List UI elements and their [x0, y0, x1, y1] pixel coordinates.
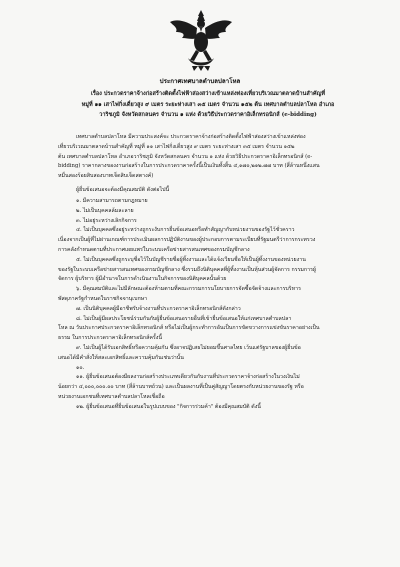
garuda-emblem-icon [168, 8, 234, 72]
intro-paragraph [58, 133, 358, 182]
list-item: ๕. ไม่เป็นบุคคลซึ่งถูกระบุชื่อไว้ในบัญชีรายชื่อผู้ทิ้งงานและได้แจ้งเวียนชื่อให้เป็นผู้ทิ้งงานของหน่วยงาน [76, 256, 306, 263]
organization-title: ประกาศเทศบาลตำบลปลาโหล [159, 78, 241, 85]
list-item-continuation: น้อยกว่า ๔,๐๐๐,๐๐๐.๐๐ บาท (สี่ล้านบาทถ้วน) และเป็นผลงานที่เป็นคู่สัญญาโดยตรงกับหน่วยงานของรัฐ หรือ [58, 384, 304, 391]
subject-line: เรื่อง ประกวดราคาจ้างก่อสร้างติดตั้งไฟฟ้าส่องสว่างเข้าแหล่งท่องเที่ยวบริเวณมาตลาดบ้านสำคัญที่ [90, 91, 326, 97]
list-item: ๒. ไม่เป็นบุคคลล้มละลาย [76, 207, 134, 214]
list-item: ๘. ไม่เป็นผู้มีผลประโยชน์ร่วมกันกับผู้ยื่นข้อเสนอรายอื่นที่เข้ายื่นข้อเสนอให้แก่เทศบาลตำบลปลา [76, 315, 292, 322]
list-item: ๑๑. ผู้ยื่นข้อเสนอต้องมีผลงานก่อสร้างประเภทเดียวกันกับงานที่ประกวดราคาจ้างก่อสร้างในวงเงินไม่ [76, 374, 300, 381]
paragraph-line: ต้น เทศบาลตำบลปลาโหล อำเภอวาริชภูมิ จังหวัดสกลนคร จำนวน ๑ แห่ง ด้วยวิธีประกวดราคาอิเล็กทรอนิกส์ (e- [58, 153, 313, 160]
qualifications-section [58, 186, 358, 196]
list-item: ๑๐. [76, 364, 85, 371]
qualifications-list [58, 197, 358, 413]
list-item: ๗. เป็นนิติบุคคลผู้มีอาชีพรับจ้างงานที่ประกวดราคาอิเล็กทรอนิกส์ดังกล่าว [76, 305, 241, 312]
list-item-continuation: ธรรม ในการประกวดราคาอิเล็กทรอนิกส์ครั้งนี้ [58, 335, 162, 342]
list-item: ๓. ไม่อยู่ระหว่างเลิกกิจการ [76, 217, 137, 224]
list-item-continuation: ของรัฐในระบบเครือข่ายสารสนเทศของกรมบัญชีกลาง ซึ่งรวมถึงนิติบุคคลที่ผู้ทิ้งงานเป็นหุ้นส่วนผู้จัดการ กรรมการผู้ [58, 266, 317, 273]
list-item-continuation: เสนอได้มีคำสั่งให้สละเอกสิทธิ์และความคุ้มกันเช่นว่านั้น [58, 354, 184, 361]
list-item: ๔. ไม่เป็นบุคคลซึ่งอยู่ระหว่างถูกระงับการยื่นข้อเสนอหรือทำสัญญากับหน่วยงานของรัฐไว้ชั่วคราว [76, 227, 295, 234]
list-item: ๙. ไม่เป็นผู้ได้รับเอกสิทธิ์หรือความคุ้มกัน ซึ่งอาจปฏิเสธไม่ยอมขึ้นศาลไทย เว้นแต่รัฐบาลของผู้ยื่นข้อ [76, 344, 301, 351]
list-item-continuation: จัดการ ผู้บริหาร ผู้มีอำนาจในการดำเนินงานในกิจการของนิติบุคคลนั้นด้วย [58, 276, 227, 283]
list-item-continuation: การคลังกำหนดตามที่ประกาศเผยแพร่ในระบบเครือข่ายสารสนเทศของกรมบัญชีกลาง [58, 246, 250, 253]
announcement-subject [58, 89, 358, 121]
subject-line: หมู่ที่ ๑๑ เสาไฟกิ่งเดี่ยวสูง ๙ เมตร ระยะห่างเสา ๓๕ เมตร จำนวน ๑๕๒ ต้น เทศบาลตำบลปลาโหล อำเภอ [81, 101, 335, 108]
list-item-continuation: เนื่องจากเป็นผู้ที่ไม่ผ่านเกณฑ์การประเมินผลการปฏิบัติงานของผู้ประกอบการตามระเบียบที่รัฐมนตรีว่าการกระทรวง [58, 237, 316, 244]
qualification-heading: ผู้ยื่นข้อเสนอจะต้องมีคุณสมบัติ ดังต่อไปนี้ [76, 187, 170, 193]
list-item-continuation: โหล ณ วันประกาศประกวดราคาอิเล็กทรอนิกส์ หรือไม่เป็นผู้กระทำการอันเป็นการขัดขวางการแข่งขันราคาอย่างเป็น [58, 325, 320, 332]
list-item-continuation: พัสดุภาครัฐกำหนดในราชกิจจานุเบกษา [58, 295, 148, 302]
paragraph-line: bidding) ราคากลางของงานก่อสร้างในการประกวดราคาครั้งนี้เป็นเงินทั้งสิ้น ๔,๑๗๐,๒๑๒.๗๗ บาท (สี่ล้านหนึ่งแสน [58, 163, 320, 170]
paragraph-line: หมื่นสองร้อยสิบสองบาทเจ็ดสิบเจ็ดสตางค์) [58, 173, 154, 180]
subject-line: วาริชภูมิ จังหวัดสกลนคร จำนวน ๑ แห่ง ด้วยวิธีประกวดราคาอิเล็กทรอนิกส์ (e-bidding) [99, 112, 317, 118]
list-item: ๖. มีคุณสมบัติและไม่มีลักษณะต้องห้ามตามที่คณะกรรมการนโยบายการจัดซื้อจัดจ้างและการบริหาร [76, 286, 301, 293]
list-item: ๑. มีความสามารถตามกฎหมาย [76, 198, 148, 204]
paragraph-line: เที่ยวบริเวณมาตลาดบ้านสำคัญที่ หมู่ที่ ๑๑ เสาไฟกิ่งเดี่ยวสูง ๙ เมตร ระยะห่างเสา ๓๕ เมตร จำนวน ๑๕๒ [58, 143, 295, 150]
list-item: ๑๒. ผู้ยื่นข้อเสนอที่ยื่นข้อเสนอในรูปแบบของ "กิจการร่วมค้า" ต้องมีคุณสมบัติ ดังนี้ [76, 403, 261, 410]
paragraph-line: เทศบาลตำบลปลาโหล มีความประสงค์จะ ประกวดราคาจ้างก่อสร้างติดตั้งไฟฟ้าส่องสว่างเข้าแหล่งท่อง [76, 134, 306, 140]
list-item-continuation: หน่วยงานเอกชนที่เทศบาลตำบลปลาโหลเชื่อถือ [58, 393, 165, 400]
